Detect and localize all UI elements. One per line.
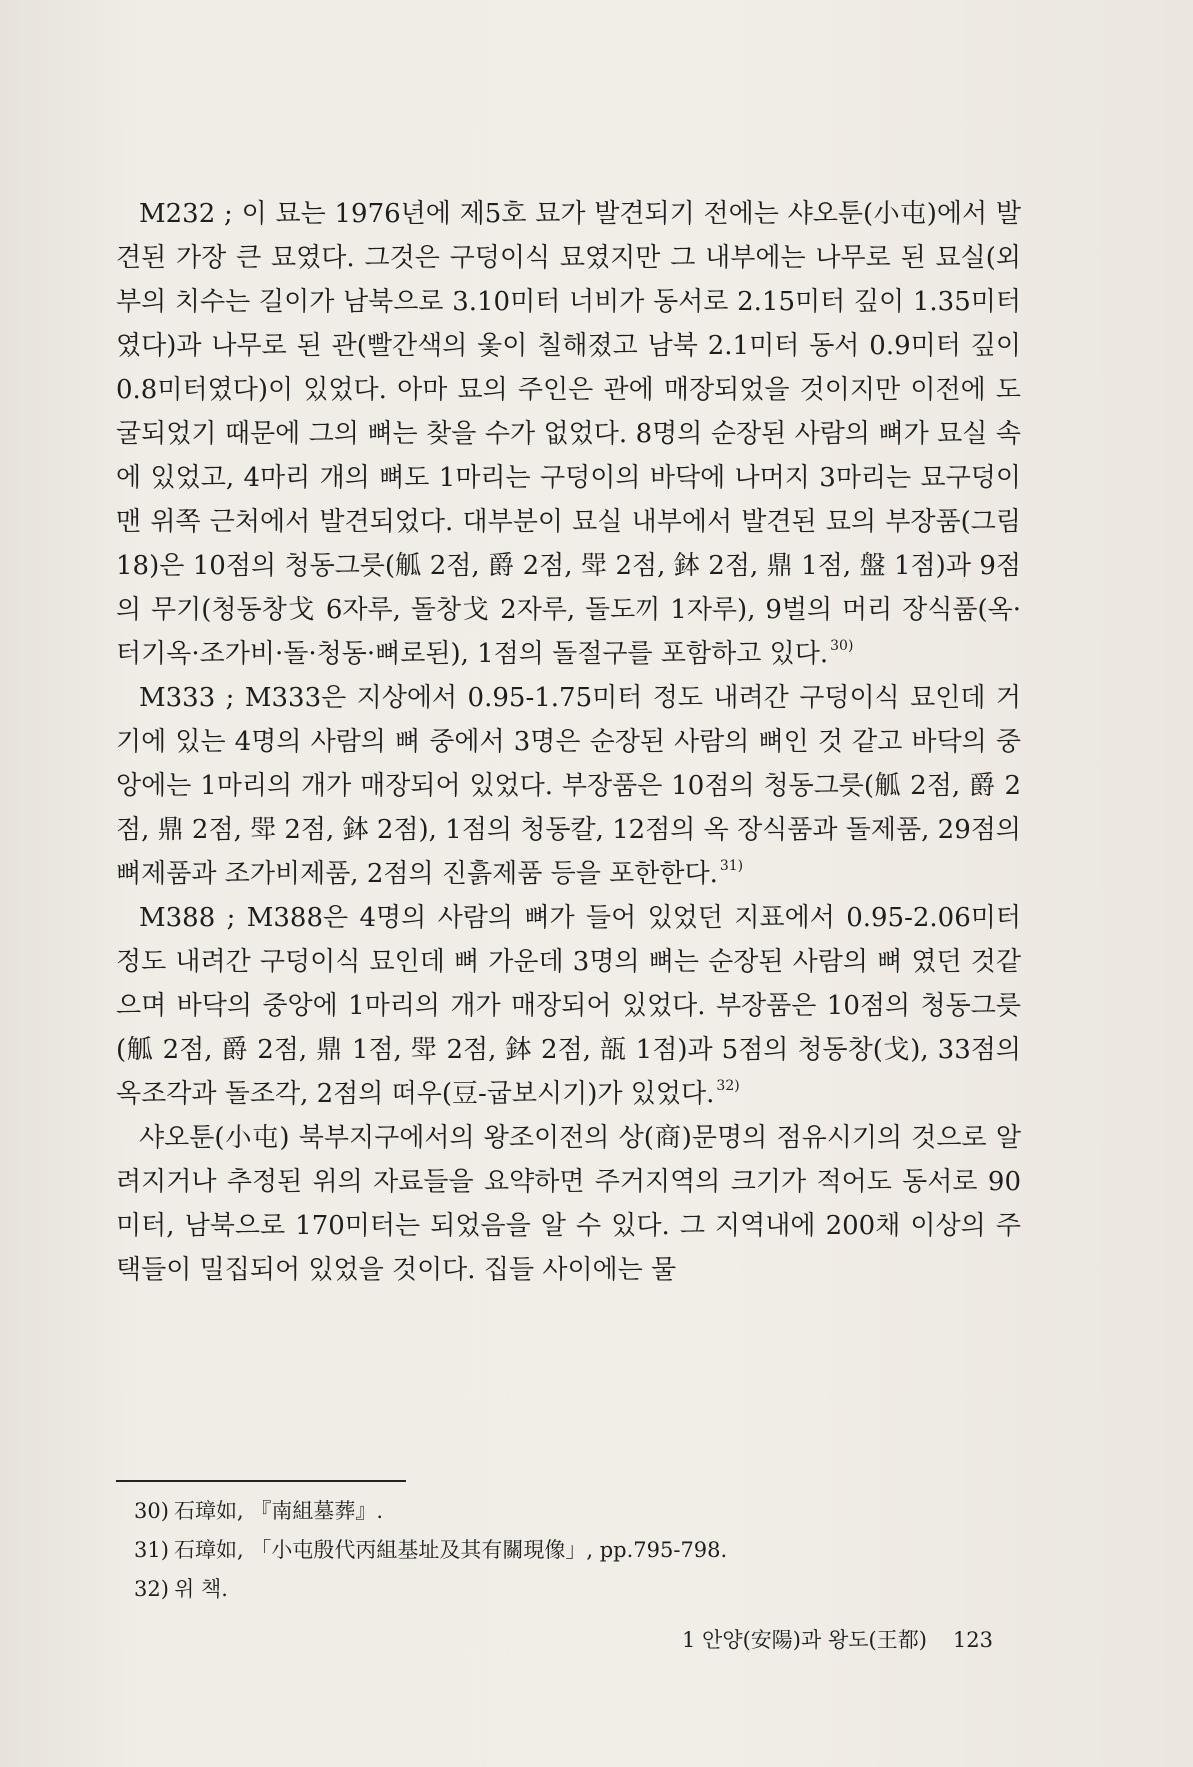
paragraph-m388 [116, 896, 1021, 1116]
paragraph-summary [116, 1116, 1021, 1292]
footnote-text: 石璋如, 『南組墓葬』. [174, 1499, 384, 1523]
footnote-ref-31: 31) [719, 858, 744, 874]
footnote-30 [134, 1492, 994, 1531]
paragraph-m333 [116, 676, 1021, 896]
footnotes [134, 1492, 994, 1609]
footnote-number: 32) [134, 1577, 169, 1601]
paragraph-text: M333 ; M333은 지상에서 0.95-1.75미터 정도 내려간 구덩이식 묘인데 거기에 있는 4명의 사람의 뼈 중에서 3명은 순장된 사람의 뼈인 것 같고 바닥의 중앙에는 1마리의 개가 매장되어 있었다. 부장품은 10점의 청동그릇(觚 2점, 爵 2점, 鼎 2점, 斝 2점, 鉢 2점), 1점의 청동칼, 12점의 옥 장식품과 돌제품, 29점의 뼈제품과 조가비제품, 2점의 진흙제품 등을 포한한다. [116, 683, 1021, 889]
footnote-32 [134, 1570, 994, 1609]
footnote-text: 石璋如, 「小屯殷代丙組基址及其有關現像」, pp.795-798. [174, 1538, 728, 1562]
footnote-ref-32: 32) [716, 1078, 740, 1094]
footnote-divider [116, 1480, 406, 1482]
footnote-number: 31) [134, 1538, 169, 1562]
footnote-number: 30) [134, 1499, 169, 1523]
footnote-31 [134, 1531, 994, 1570]
page-number: 123 [952, 1628, 993, 1652]
footnote-ref-30: 30) [830, 638, 854, 654]
running-footer [682, 1624, 993, 1654]
paragraph-text: M232 ; 이 묘는 1976년에 제5호 묘가 발견되기 전에는 샤오툰(小屯)에서 발견된 가장 큰 묘였다. 그것은 구덩이식 묘였지만 그 내부에는 나무로 된 묘실(외부의 치수는 길이가 남북으로 3.10미터 너비가 동서로 2.15미터 깊이 1.35미터였다)과 나무로 된 관(빨간색의 옻이 칠해졌고 남북 2.1미터 동서 0.9미터 깊이 0.8미터였다)이 있었다. 아마 묘의 주인은 관에 매장되었을 것이지만 이전에 도굴되었기 때문에 그의 뼈는 찾을 수가 없었다. 8명의 순장된 사람의 뼈가 묘실 속에 있었고, 4마리 개의 뼈도 1마리는 구덩이의 바닥에 나머지 3마리는 묘구덩이 맨 위쪽 근처에서 발견되었다. 대부분이 묘실 내부에서 발견된 묘의 부장품(그림 18)은 10점의 청동그릇(觚 2점, 爵 2점, 斝 2점, 鉢 2점, 鼎 1점, 盤 1점)과 9점의 무기(청동창戈 6자루, 돌창戈 2자루, 돌도끼 1자루), 9벌의 머리 장식품(옥·터기옥·조가비·돌·청동·뼈로된), 1점의 돌절구를 포함하고 있다. [116, 199, 1021, 669]
chapter-title: 1 안양(安陽)과 왕도(王都) [681, 1628, 927, 1652]
paragraph-m232 [116, 192, 1021, 676]
main-text [116, 192, 1021, 1292]
paragraph-text: 샤오툰(小屯) 북부지구에서의 왕조이전의 상(商)문명의 점유시기의 것으로 알려지거나 추정된 위의 자료들을 요약하면 주거지역의 크기가 적어도 동서로 90미터, 남북으로 170미터는 되었음을 알 수 있다. 그 지역내에 200채 이상의 주택들이 밀집되어 있었을 것이다. 집들 사이에는 물 [116, 1123, 1021, 1285]
paragraph-text: M388 ; M388은 4명의 사람의 뼈가 들어 있었던 지표에서 0.95-2.06미터 정도 내려간 구덩이식 묘인데 뼈 가운데 3명의 뼈는 순장된 사람의 뼈 였던 것같으며 바닥의 중앙에 1마리의 개가 매장되어 있었다. 부장품은 10점의 청동그릇(觚 2점, 爵 2점, 鼎 1점, 斝 2점, 鉢 2점, 瓿 1점)과 5점의 청동창(戈), 33점의 옥조각과 돌조각, 2점의 떠우(豆-굽보시기)가 있었다. [116, 903, 1021, 1109]
footnote-text: 위 책. [174, 1577, 228, 1601]
